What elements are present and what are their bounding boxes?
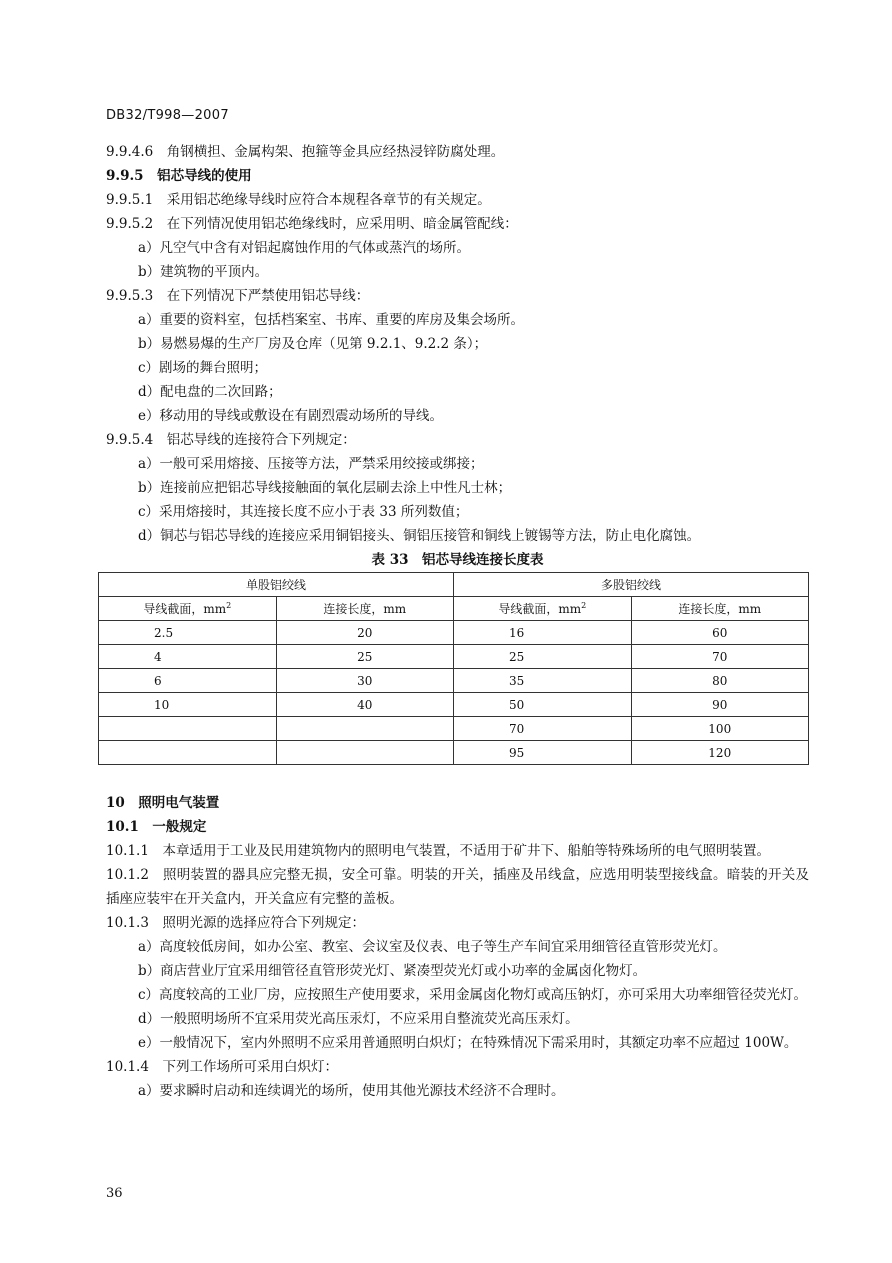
table-cell xyxy=(276,741,454,765)
table-cell: 4 xyxy=(99,645,277,669)
list-item: a）重要的资料室，包括档案室、书库、重要的库房及集会场所。 xyxy=(138,312,525,328)
list-item: a）要求瞬时启动和连续调光的场所，使用其他光源技术经济不合理时。 xyxy=(138,1083,565,1099)
clause-10-1-2: 10.1.2 照明装置的器具应完整无损，安全可靠。明装的开关，插座及吊线盒，应选用明装型接线盒。暗装的开关及插座应装牢在开关盒内，开关盒应有完整的盖板。 xyxy=(106,867,809,907)
list-item: b）建筑物的平顶内。 xyxy=(138,264,269,280)
list-item: c）高度较高的工业厂房，应按照生产使用要求，采用金属卤化物灯或高压钠灯，亦可采用大功率细管径荧光灯。 xyxy=(138,987,808,1003)
list-item: b）商店营业厅宜采用细管径直管形荧光灯、紧凑型荧光灯或小功率的金属卤化物灯。 xyxy=(138,963,647,979)
heading-9-9-5: 9.9.5 铝芯导线的使用 xyxy=(106,168,252,184)
table-row xyxy=(99,621,809,645)
document-code: DB32/T998—2007 xyxy=(106,108,229,123)
clause-10-1-3: 10.1.3 照明光源的选择应符合下列规定： xyxy=(106,915,365,931)
clause-10-1-4: 10.1.4 下列工作场所可采用白炽灯： xyxy=(106,1059,338,1075)
clause-10-1-1: 10.1.1 本章适用于工业及民用建筑物内的照明电气装置，不适用于矿井下、船舶等特殊场所的电气照明装置。 xyxy=(106,843,770,859)
table-cell: 30 xyxy=(276,669,454,693)
table-cell xyxy=(99,741,277,765)
table-cell: 35 xyxy=(454,669,632,693)
list-item: e）移动用的导线或敷设在有剧烈震动场所的导线。 xyxy=(138,408,443,424)
table-header-row xyxy=(99,573,809,597)
chapter-10-title: 10 照明电气装置 xyxy=(106,795,220,811)
clause-9-9-5-1: 9.9.5.1 采用铝芯绝缘导线时应符合本规程各章节的有关规定。 xyxy=(106,192,491,208)
list-item: d）铜芯与铝芯导线的连接应采用铜铝接头、铜铝压接管和铜线上镀锡等方法，防止电化腐蚀。 xyxy=(138,528,701,544)
list-item: d）一般照明场所不宜采用荧光高压汞灯，不应采用自整流荧光高压汞灯。 xyxy=(138,1011,579,1027)
table-cell: 120 xyxy=(631,741,809,765)
table-cell: 20 xyxy=(276,621,454,645)
list-item: a）高度较低房间，如办公室、教室、会议室及仪表、电子等生产车间宜采用细管径直管形荧光灯。 xyxy=(138,939,727,955)
connection-length-table xyxy=(98,572,809,765)
table-column-header: 导线截面，$mm^2$ xyxy=(99,597,277,621)
table-cell: 25 xyxy=(276,645,454,669)
table-caption: 表 33 铝芯导线连接长度表 xyxy=(371,552,544,568)
table-cell: 70 xyxy=(631,645,809,669)
table-row xyxy=(99,741,809,765)
page-number: 36 xyxy=(106,1186,123,1201)
table-row xyxy=(99,693,809,717)
list-item: c）剧场的舞台照明； xyxy=(138,360,268,376)
table-cell: 80 xyxy=(631,669,809,693)
clause-9-9-4-6: 9.9.4.6 角钢横担、金属构架、抱箍等金具应经热浸锌防腐处理。 xyxy=(106,144,505,160)
table-cell: 90 xyxy=(631,693,809,717)
clause-9-9-5-4: 9.9.5.4 铝芯导线的连接符合下列规定： xyxy=(106,432,356,448)
table-cell: 95 xyxy=(454,741,632,765)
table-cell xyxy=(99,717,277,741)
list-item: a）凡空气中含有对铝起腐蚀作用的气体或蒸汽的场所。 xyxy=(138,240,471,256)
table-cell: 70 xyxy=(454,717,632,741)
list-item: a）一般可采用熔接、压接等方法，严禁采用绞接或绑接； xyxy=(138,456,484,472)
table-row xyxy=(99,645,809,669)
list-item: c）采用熔接时，其连接长度不应小于表 33 所列数值； xyxy=(138,504,469,520)
table-cell: 50 xyxy=(454,693,632,717)
table-row xyxy=(99,669,809,693)
table-cell: 100 xyxy=(631,717,809,741)
section-10-1-title: 10.1 一般规定 xyxy=(106,819,207,835)
list-item: b）易燃易爆的生产厂房及仓库（见第 9.2.1、9.2.2 条）； xyxy=(138,336,488,352)
table-group-header: 多股铝绞线 xyxy=(454,573,809,597)
table-cell: 40 xyxy=(276,693,454,717)
table-column-header: 连接长度，mm xyxy=(276,597,454,621)
table-cell xyxy=(276,717,454,741)
table-cell: 6 xyxy=(99,669,277,693)
table-column-header: 连接长度，mm xyxy=(631,597,809,621)
list-item: d）配电盘的二次回路； xyxy=(138,384,282,400)
table-cell: 2.5 xyxy=(99,621,277,645)
page-content xyxy=(106,140,809,1103)
list-item: b）连接前应把铝芯导线接触面的氧化层刷去涂上中性凡士林； xyxy=(138,480,512,496)
table-row xyxy=(99,717,809,741)
table-cell: 25 xyxy=(454,645,632,669)
table-column-header: 导线截面，$mm^2$ xyxy=(454,597,632,621)
clause-9-9-5-3: 9.9.5.3 在下列情况下严禁使用铝芯导线： xyxy=(106,288,370,304)
table-header-row xyxy=(99,597,809,621)
list-item: e）一般情况下，室内外照明不应采用普通照明白炽灯；在特殊情况下需采用时，其额定功率不应超过 100W。 xyxy=(138,1035,798,1051)
table-group-header: 单股铝绞线 xyxy=(99,573,454,597)
table-cell: 60 xyxy=(631,621,809,645)
table-cell: 10 xyxy=(99,693,277,717)
table-cell: 16 xyxy=(454,621,632,645)
clause-9-9-5-2: 9.9.5.2 在下列情况使用铝芯绝缘线时，应采用明、暗金属管配线： xyxy=(106,216,518,232)
